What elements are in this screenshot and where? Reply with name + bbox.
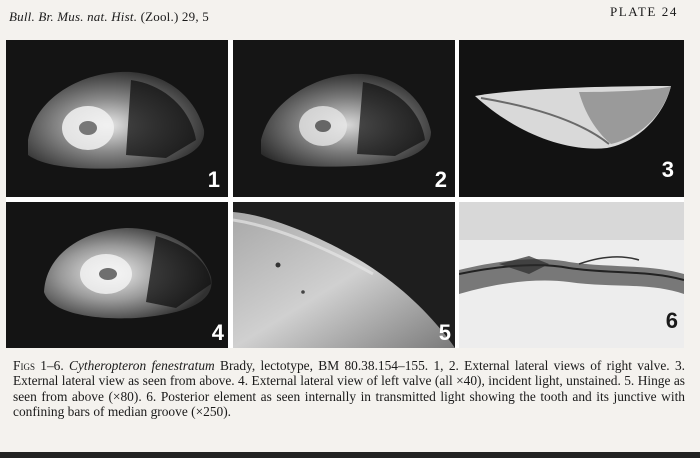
figure-number-3: 3 bbox=[661, 157, 674, 182]
figure-number-6: 6 bbox=[665, 308, 678, 333]
figure-number-5: 5 bbox=[438, 320, 451, 345]
figure-caption bbox=[13, 358, 685, 419]
figure-3 bbox=[459, 40, 684, 197]
figure-1 bbox=[6, 40, 228, 197]
plate-number: PLATE 24 bbox=[609, 4, 678, 19]
plate-figure-grid bbox=[6, 40, 684, 348]
bottom-scan-edge bbox=[0, 452, 700, 458]
caption-text: Brady, lectotype, BM 80.38.154–155. 1, 2. External lateral views of right valve. 3. External lateral view as seen from above. 4. External lateral view of left valve (all ×40), incident light, unstained. 5. Hinge as seen from above (×80). 6. Posterior element as seen internally in transmitted light showing the tooth and its junctive with confining bars of median groove (×250). bbox=[13, 358, 685, 419]
figure-4 bbox=[6, 202, 228, 348]
running-header-left bbox=[9, 9, 209, 25]
figure-2 bbox=[233, 40, 455, 197]
figure-6 bbox=[459, 202, 684, 348]
figure-number-2: 2 bbox=[434, 167, 447, 192]
figure-5 bbox=[233, 202, 455, 348]
caption-species: Cytheropteron fenestratum bbox=[69, 358, 215, 373]
figure-number-1: 1 bbox=[207, 167, 220, 192]
caption-figs-label: Figs 1–6. bbox=[13, 358, 64, 373]
figure-number-4: 4 bbox=[211, 320, 224, 345]
journal-title: Bull. Br. Mus. nat. Hist. bbox=[9, 9, 138, 24]
journal-section: (Zool.) 29, 5 bbox=[140, 9, 209, 24]
